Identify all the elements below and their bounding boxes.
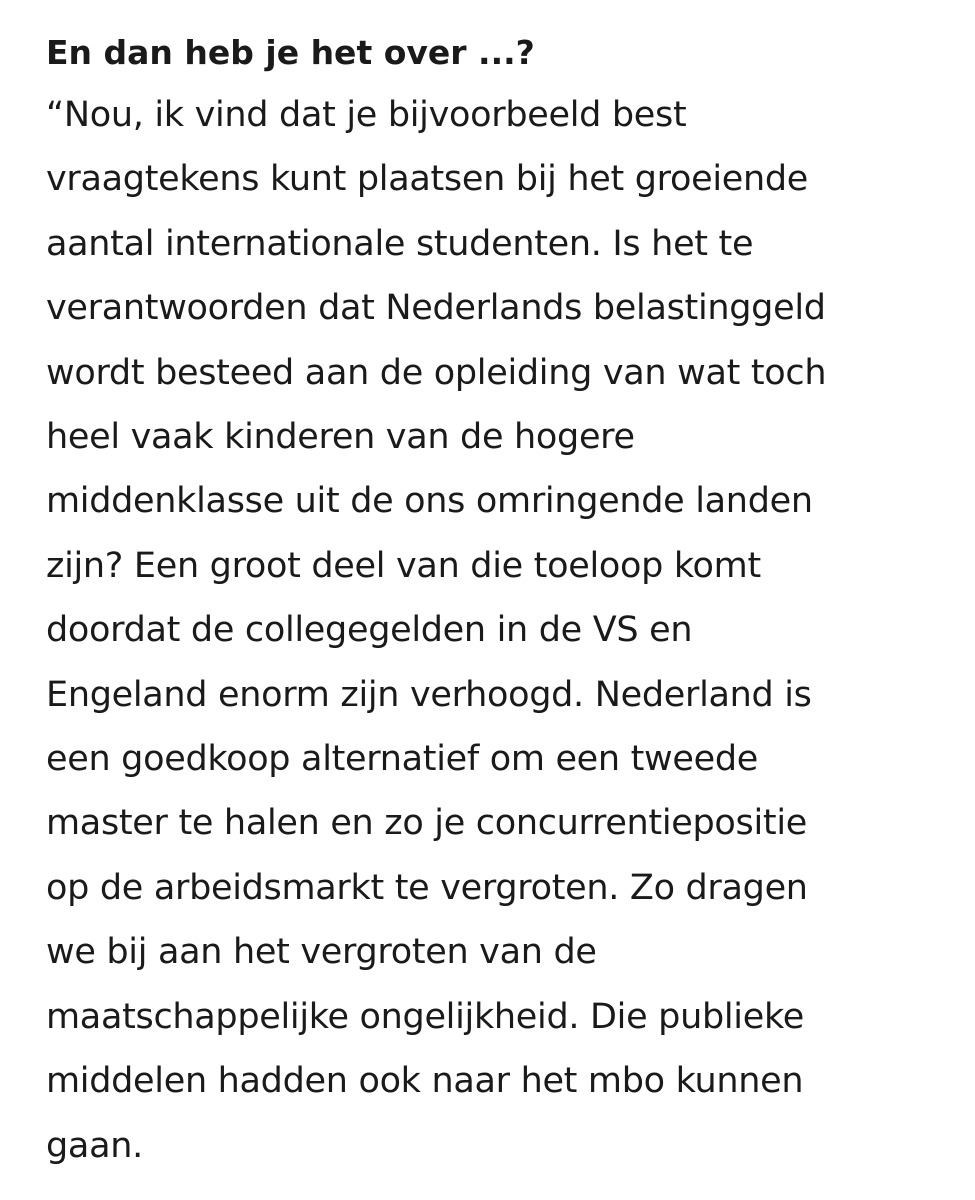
answer-line: wordt besteed aan de opleiding van wat toch [46,352,827,393]
answer-line: een goedkoop alternatief om een tweede [46,739,758,780]
answer-line: aantal internationale studenten. Is het te [46,223,754,264]
answer-line: op de arbeidsmarkt te vergroten. Zo dragen [46,867,808,908]
answer-line: Engeland enorm zijn verhoogd. Nederland is [46,674,812,715]
interview-answer [46,83,946,1178]
answer-line: doordat de collegegelden in de VS en [46,610,693,651]
answer-line: vraagtekens kunt plaatsen bij het groeiende [46,159,809,200]
answer-line: master te halen en zo je concurrentiepositie [46,803,807,844]
answer-line: heel vaak kinderen van de hogere [46,417,635,458]
answer-line: “Nou, ik vind dat je bijvoorbeeld best [46,95,687,135]
article-excerpt [46,22,946,1178]
answer-line: verantwoorden dat Nederlands belastinggeld [46,288,826,329]
answer-line: zijn? Een groot deel van die toeloop komt [46,545,761,586]
answer-line: middelen hadden ook naar het mbo kunnen [46,1061,804,1102]
interview-question: En dan heb je het over ...? [46,33,535,72]
answer-line: middenklasse uit de ons omringende landen [46,481,813,522]
answer-line: we bij aan het vergroten van de [46,932,597,973]
answer-line: gaan. [46,1125,143,1166]
answer-line: maatschappelijke ongelijkheid. Die publieke [46,996,804,1037]
